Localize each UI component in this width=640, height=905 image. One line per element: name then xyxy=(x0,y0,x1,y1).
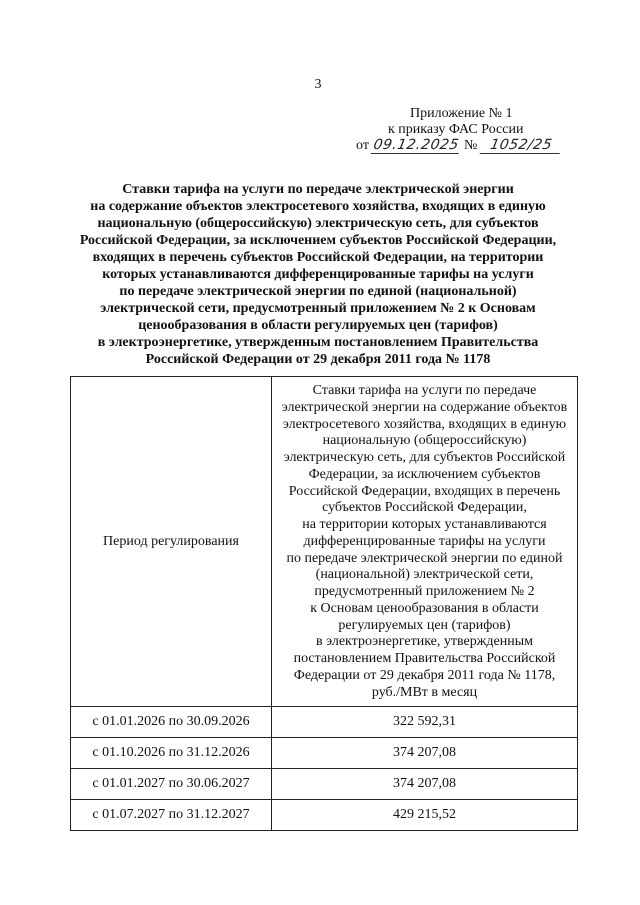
table-header-row xyxy=(71,377,578,707)
title-line: электрической сети, предусмотренный приложением № 2 к Основам xyxy=(100,301,536,316)
header-rate-line: (национальной) электрической сети, xyxy=(315,567,534,583)
title-line: входящих в перечень субъектов Российской Федерации, на территории xyxy=(92,250,544,265)
title-line: которых устанавливаются дифференцированные тарифы на услуги xyxy=(102,267,534,282)
period-cell: с 01.07.2027 по 31.12.2027 xyxy=(71,800,272,831)
handwritten-date: 09.12.2025 xyxy=(372,137,461,153)
title-line: по передаче электрической энергии по единой (национальной) xyxy=(119,284,517,299)
header-rate-line: по передаче электрической энергии по единой xyxy=(286,550,563,566)
period-cell: с 01.01.2027 по 30.06.2027 xyxy=(71,769,272,800)
appendix-block xyxy=(340,106,580,154)
rate-cell: 429 215,52 xyxy=(272,800,578,831)
header-rate-line: предусмотренный приложением № 2 xyxy=(314,584,535,599)
header-rate-line: национальную (общероссийскую) xyxy=(322,433,527,449)
appendix-order-reference: к приказу ФАС России xyxy=(388,122,524,137)
header-rate-line: регулируемых цен (тарифов) xyxy=(338,617,511,633)
header-rate-line: Федерации от 29 декабря 2011 года № 1178, xyxy=(293,667,556,683)
header-rate-line: Федерации, за исключением субъектов xyxy=(308,466,541,482)
number-prefix: № xyxy=(463,138,478,153)
table-row xyxy=(71,800,578,831)
table-row xyxy=(71,738,578,769)
tariff-rates-table xyxy=(70,376,578,831)
title-line: Российской Федерации, за исключением субъектов Российской Федерации, xyxy=(79,233,557,248)
rate-cell: 322 592,31 xyxy=(272,707,578,738)
period-cell: с 01.10.2026 по 31.12.2026 xyxy=(71,738,272,769)
header-rate-line: на территории которых устанавливаются xyxy=(302,517,547,532)
header-rate-line: в электроэнергетике, утвержденным xyxy=(315,634,534,650)
header-rate xyxy=(272,377,578,707)
title-line: национальную (общероссийскую) электрическую сеть, для субъектов xyxy=(97,216,539,231)
header-period: Период регулирования xyxy=(71,377,272,707)
header-rate-line: электросетевого хозяйства, входящих в единую xyxy=(282,416,567,432)
header-rate-line: субъектов Российской Федерации, xyxy=(322,500,527,516)
page-number: 3 xyxy=(314,77,322,92)
header-rate-line: Российской Федерации, входящих в перечень xyxy=(288,483,561,499)
table-row xyxy=(71,707,578,738)
appendix-title: Приложение № 1 xyxy=(410,106,513,121)
title-line: на содержание объектов электросетевого хозяйства, входящих в единую xyxy=(90,199,546,214)
document-title xyxy=(68,181,568,368)
header-rate-line: руб./МВт в месяц xyxy=(371,684,478,700)
table-row xyxy=(71,769,578,800)
handwritten-order-number: 1052/25 xyxy=(479,138,562,154)
date-prefix: от xyxy=(356,138,369,153)
period-cell: с 01.01.2026 по 30.09.2026 xyxy=(71,707,272,738)
header-rate-line: Ставки тарифа на услуги по передаче xyxy=(312,383,537,398)
title-line: Российской Федерации от 29 декабря 2011 года № 1178 xyxy=(145,352,491,367)
title-line: Ставки тарифа на услуги по передаче электрической энергии xyxy=(122,182,514,197)
header-rate-line: электрическую сеть, для субъектов Российской xyxy=(283,450,566,465)
title-line: ценообразования в области регулируемых цен (тарифов) xyxy=(138,318,498,333)
rate-cell: 374 207,08 xyxy=(272,738,578,769)
header-rate-line: к Основам ценообразования в области xyxy=(310,600,539,616)
title-line: в электроэнергетике, утвержденным постановлением Правительства xyxy=(97,335,539,350)
header-rate-line: дифференцированные тарифы на услуги xyxy=(303,533,546,549)
header-rate-line: постановлением Правительства Российской xyxy=(293,651,556,666)
appendix-date-number-line xyxy=(340,138,580,154)
header-rate-line: электрической энергии на содержание объектов xyxy=(281,399,568,415)
rate-cell: 374 207,08 xyxy=(272,769,578,800)
